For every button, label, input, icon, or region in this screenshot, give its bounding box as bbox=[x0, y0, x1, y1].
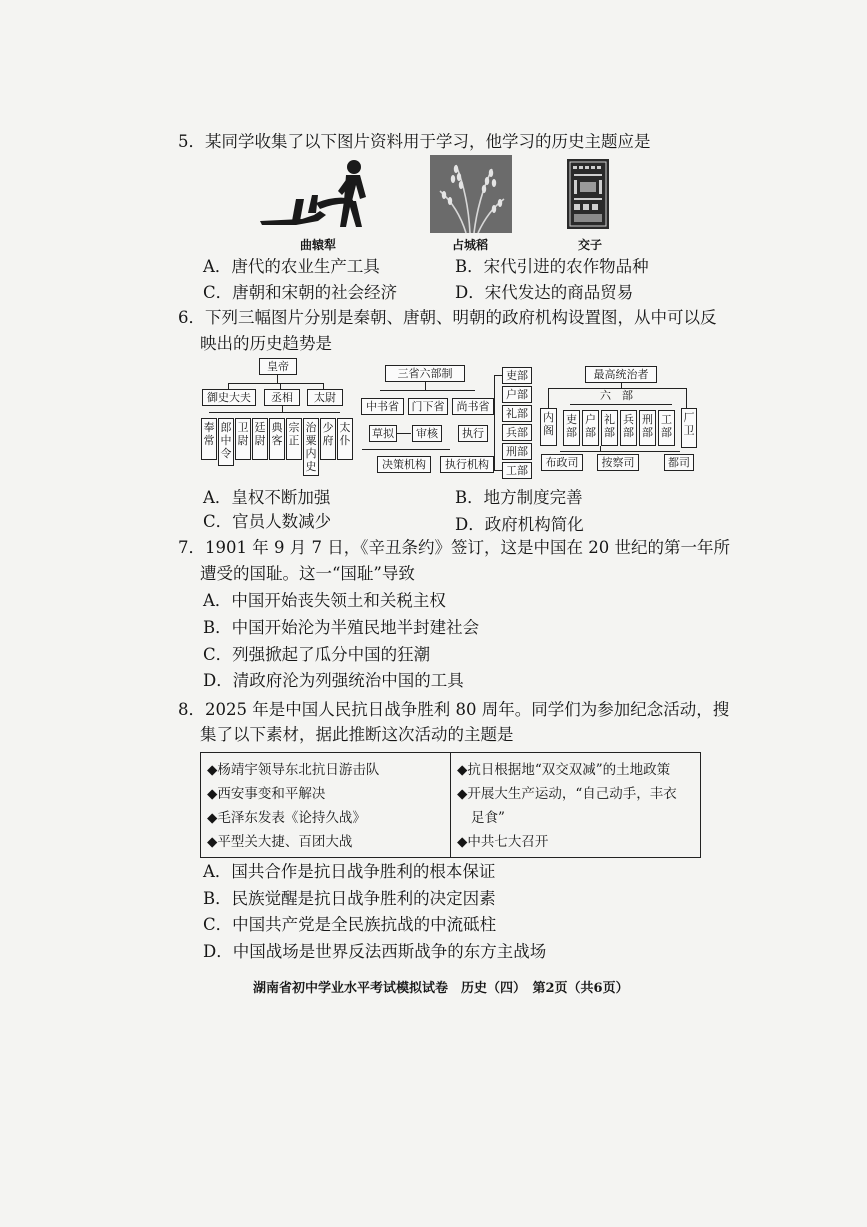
q6-stem-line2: 映出的历史趋势是 bbox=[200, 334, 332, 353]
ming-gong-bu: 工部 bbox=[658, 410, 675, 446]
q8-stem-line2: 集了以下素材，据此推断这次活动的主题是 bbox=[200, 725, 514, 744]
q6-option-b[interactable]: B．地方制度完善 bbox=[455, 488, 583, 507]
ming-ruler: 最高统治者 bbox=[585, 366, 657, 383]
ming-liubu-label: 六 部 bbox=[600, 389, 633, 402]
ming-bing-bu: 兵部 bbox=[620, 410, 637, 446]
q5-option-d[interactable]: D．宋代发达的商品贸易 bbox=[455, 283, 634, 302]
q6-option-d[interactable]: D．政府机构简化 bbox=[455, 515, 584, 534]
tang-shenhe: 审核 bbox=[412, 425, 442, 442]
q5-option-a[interactable]: A．唐代的农业生产工具 bbox=[203, 257, 380, 276]
qin-chengxiang: 丞相 bbox=[264, 389, 300, 406]
q7-stem-line2: 遭受的国耻。这一“国耻”导致 bbox=[200, 564, 415, 583]
q8-left-item: ◆西安事变和平解决 bbox=[207, 786, 326, 802]
q7-option-b[interactable]: B．中国开始沦为半殖民地半封建社会 bbox=[203, 618, 480, 637]
ming-li-bu: 吏部 bbox=[563, 410, 580, 446]
tang-li-bu: 吏部 bbox=[502, 367, 532, 384]
q8-right-cell bbox=[451, 753, 701, 858]
qin-langzhongling: 郎中令 bbox=[218, 418, 234, 466]
q6-option-a[interactable]: A．皇权不断加强 bbox=[203, 488, 331, 507]
qin-dianke: 典客 bbox=[269, 418, 285, 460]
q8-option-b[interactable]: B．民族觉醒是抗日战争胜利的决定因素 bbox=[203, 889, 496, 908]
paper-money-icon bbox=[566, 158, 610, 230]
q8-option-d[interactable]: D．中国战场是世界反法西斯战争的东方主战场 bbox=[203, 942, 547, 961]
tang-li2-bu: 礼部 bbox=[502, 405, 532, 422]
q8-right-item: ◆抗日根据地“双交双减”的土地政策 bbox=[457, 762, 671, 778]
tang-shangshu: 尚书省 bbox=[452, 398, 494, 415]
q8-option-c[interactable]: C．中国共产党是全民族抗战的中流砥柱 bbox=[203, 915, 497, 934]
q7-option-c[interactable]: C．列强掀起了瓜分中国的狂潮 bbox=[203, 645, 431, 664]
tang-zhixing-jigou: 执行机构 bbox=[440, 456, 494, 473]
tang-menxia: 门下省 bbox=[408, 398, 448, 415]
q5-option-b[interactable]: B．宋代引进的农作物品种 bbox=[455, 257, 649, 276]
q8-right-item: ◆开展大生产运动，“自己动手，丰衣 bbox=[457, 786, 677, 802]
q8-left-item: ◆平型关大捷、百团大战 bbox=[207, 834, 353, 850]
q8-right-item: ◆中共七大召开 bbox=[457, 834, 549, 850]
paper-money-caption: 交子 bbox=[578, 238, 603, 252]
ming-li2-bu: 礼部 bbox=[601, 410, 618, 446]
tang-gong-bu: 工部 bbox=[502, 462, 532, 479]
rice-icon bbox=[430, 155, 512, 233]
q8-right-item-cont: 足食” bbox=[471, 810, 505, 826]
ming-xing-bu: 刑部 bbox=[639, 410, 656, 446]
tang-xing-bu: 刑部 bbox=[502, 443, 532, 460]
ming-neige: 内阁 bbox=[540, 408, 557, 446]
ming-hu-bu: 户部 bbox=[582, 410, 599, 446]
q6-stem-line1: 6．下列三幅图片分别是秦朝、唐朝、明朝的政府机构设置图，从中可以反 bbox=[178, 308, 717, 327]
qin-taiwei: 太尉 bbox=[307, 389, 343, 406]
qin-tingwei: 廷尉 bbox=[252, 418, 268, 460]
tang-juece: 决策机构 bbox=[377, 456, 431, 473]
tang-zhongshu: 中书省 bbox=[361, 398, 404, 415]
qin-yushidafu: 御史大夫 bbox=[202, 389, 256, 406]
q8-stem-line1: 8．2025 年是中国人民抗日战争胜利 80 周年。同学们为参加纪念活动，搜 bbox=[178, 700, 730, 719]
q7-option-a[interactable]: A．中国开始丧失领土和关税主权 bbox=[203, 591, 446, 610]
tang-title: 三省六部制 bbox=[385, 365, 465, 382]
q8-option-a[interactable]: A．国共合作是抗日战争胜利的根本保证 bbox=[203, 862, 496, 881]
q8-materials-table bbox=[200, 752, 701, 858]
q8-left-item: ◆杨靖宇领导东北抗日游击队 bbox=[207, 762, 380, 778]
qin-fengchang: 奉常 bbox=[201, 418, 217, 460]
tang-hu-bu: 户部 bbox=[502, 386, 532, 403]
qin-shaofu: 少府 bbox=[320, 418, 336, 460]
qin-taipu: 太仆 bbox=[337, 418, 353, 460]
tang-bing-bu: 兵部 bbox=[502, 424, 532, 441]
plough-icon bbox=[256, 155, 376, 233]
qin-zongzheng: 宗正 bbox=[286, 418, 302, 460]
qin-zhisuneishi: 治粟内史 bbox=[303, 418, 319, 476]
ming-changwei: 厂卫 bbox=[681, 408, 697, 448]
q7-option-d[interactable]: D．清政府沦为列强统治中国的工具 bbox=[203, 671, 464, 690]
qin-weiwei: 卫尉 bbox=[235, 418, 251, 460]
plough-caption: 曲辕犁 bbox=[300, 238, 337, 252]
ming-buzhengsi: 布政司 bbox=[541, 454, 583, 471]
tang-zhixing: 执行 bbox=[458, 425, 488, 442]
ming-dusi: 都司 bbox=[664, 454, 694, 471]
q5-option-c[interactable]: C．唐朝和宋朝的社会经济 bbox=[203, 283, 398, 302]
qin-emperor: 皇帝 bbox=[259, 358, 297, 375]
q5-stem: 5．某同学收集了以下图片资料用于学习，他学习的历史主题应是 bbox=[178, 132, 651, 151]
ming-anchasi: 按察司 bbox=[597, 454, 639, 471]
q6-option-c[interactable]: C．官员人数减少 bbox=[203, 512, 332, 531]
q8-left-cell bbox=[201, 753, 451, 858]
q7-stem-line1: 7．1901 年 9 月 7 日，《辛丑条约》签订，这是中国在 20 世纪的第一年所 bbox=[178, 538, 730, 557]
page-footer: 湖南省初中学业水平考试模拟试卷 历史（四） 第2页（共6页） bbox=[253, 981, 629, 996]
rice-caption: 占城稻 bbox=[452, 238, 489, 252]
q8-left-item: ◆毛泽东发表《论持久战》 bbox=[207, 810, 366, 826]
tang-caoni: 草拟 bbox=[369, 425, 397, 442]
